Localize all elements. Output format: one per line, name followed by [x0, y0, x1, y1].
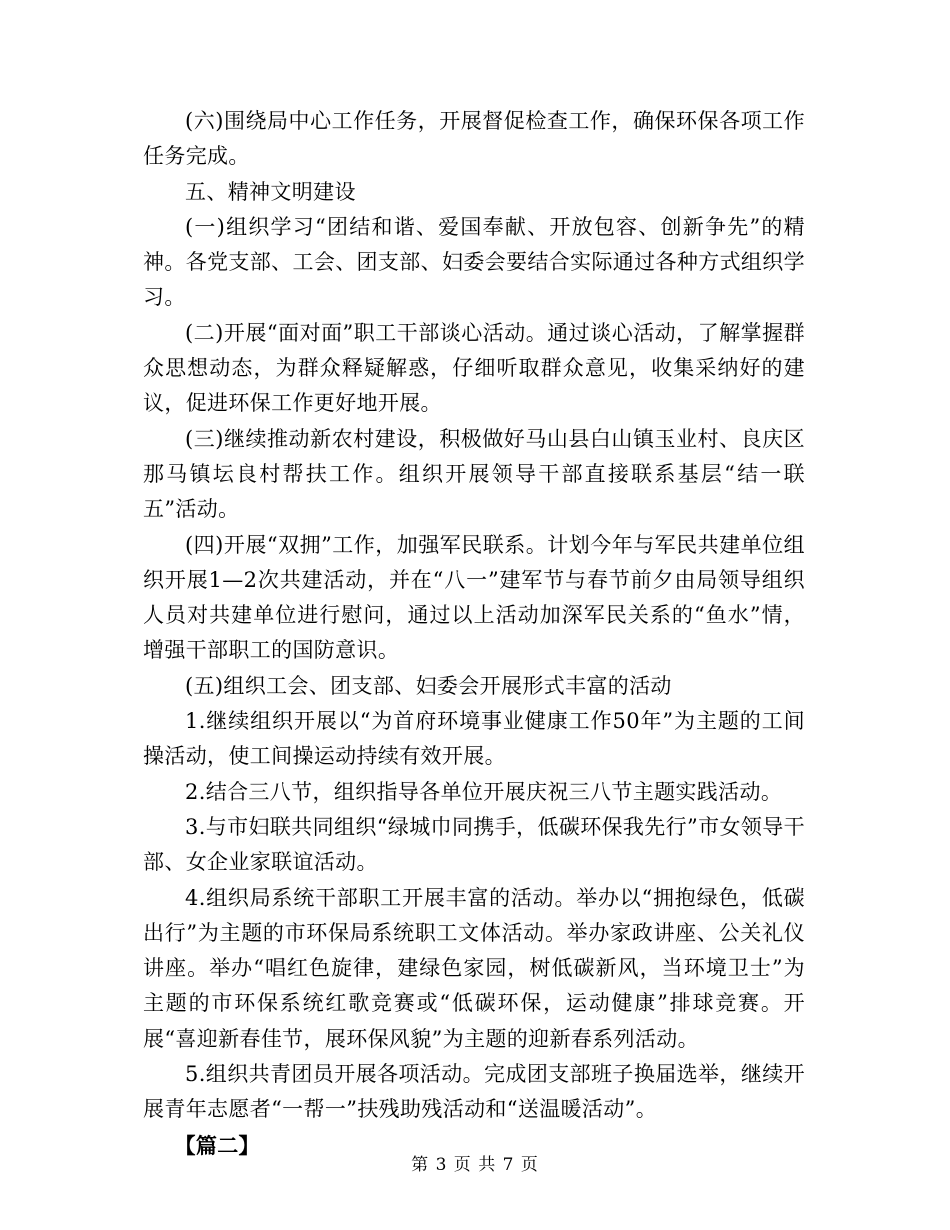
- list-item: 2.结合三八节，组织指导各单位开展庆祝三八节主题实践活动。: [185, 779, 783, 804]
- list-item: 1.继续组织开展以“为首府环境事业健康工作50年”为主题的工间操活动，使工间操运动持续有效开展。: [143, 709, 805, 769]
- document-body: [143, 104, 805, 1163]
- paragraph: (四)开展“双拥”工作，加强军民联系。计划今年与军民共建单位组织开展1—2次共建活动，并在“八一”建军节与春节前夕由局领导组织人员对共建单位进行慰问，通过以上活动加深军民关系的“鱼水”情，增强干部职工的国防意识。: [143, 532, 805, 663]
- subsection-heading: (五)组织工会、团支部、妇委会开展形式丰富的活动: [185, 673, 672, 698]
- paragraph: (六)围绕局中心工作任务，开展督促检查工作，确保环保各项工作任务完成。: [143, 109, 805, 169]
- section-marker: 【篇二】: [174, 1132, 260, 1158]
- paragraph: (一)组织学习“团结和谐、爱国奉献、开放包容、创新争先”的精神。各党支部、工会、团支部、妇委会要结合实际通过各种方式组织学习。: [143, 214, 805, 310]
- list-item: 3.与市妇联共同组织“绿城巾同携手，低碳环保我先行”市女领导干部、女企业家联谊活动。: [143, 814, 805, 875]
- list-item: 4.组织局系统干部职工开展丰富的活动。举办以“拥抱绿色，低碳出行”为主题的市环保局系统职工文体活动。举办家政讲座、公关礼仪讲座。举办“唱红色旋律，建绿色家园，树低碳新风，当环境卫士”为主题的市环保系统红歌竞赛或“低碳环保，运动健康”排球竞赛。开展“喜迎新春佳节，展环保风貌”为主题的迎新春系列活动。: [143, 885, 805, 1051]
- section-heading: 五、精神文明建设: [185, 179, 356, 204]
- page-footer: 第 3 页 共 7 页: [411, 1155, 539, 1175]
- paragraph: (三)继续推动新农村建设，积极做好马山县白山镇玉业村、良庆区那马镇坛良村帮扶工作。组织开展领导干部直接联系基层“结一联五”活动。: [143, 426, 805, 522]
- paragraph: (二)开展“面对面”职工干部谈心活动。通过谈心活动，了解掌握群众思想动态，为群众释疑解惑，仔细听取群众意见，收集采纳好的建议，促进环保工作更好地开展。: [143, 320, 805, 416]
- list-item: 5.组织共青团员开展各项活动。完成团支部班子换届选举，继续开展青年志愿者“一帮一”扶残助残活动和“送温暖活动”。: [143, 1062, 805, 1122]
